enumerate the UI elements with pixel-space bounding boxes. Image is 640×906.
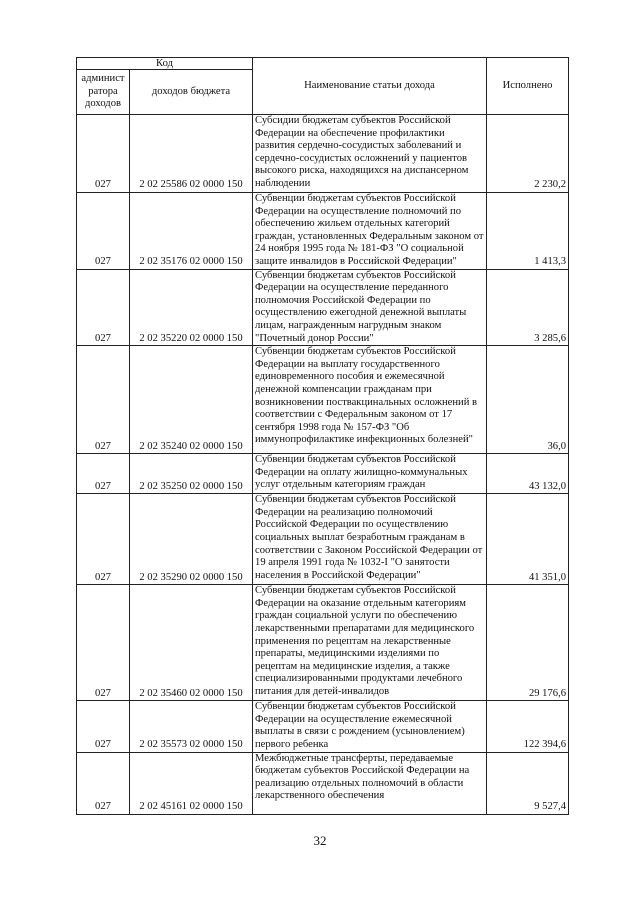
income-name-cell: Субвенции бюджетам субъектов Российской Федерации на осуществление переданного полномочия Российской Федерации по осуществлению ежегодной денежной выплаты лицам, награжденным нагрудным знаком "Почетный донор России" [253, 269, 487, 346]
executed-amount-cell: 43 132,0 [487, 454, 569, 494]
executed-amount-cell: 1 413,3 [487, 193, 569, 270]
table-row [77, 115, 569, 193]
administrator-code-cell: 027 [77, 454, 130, 494]
budget-code-cell: 2 02 35290 02 0000 150 [130, 494, 253, 585]
administrator-code-cell: 027 [77, 585, 130, 701]
budget-code-cell: 2 02 35220 02 0000 150 [130, 269, 253, 346]
executed-amount-cell: 9 527,4 [487, 752, 569, 814]
income-name-cell: Субвенции бюджетам субъектов Российской Федерации на оплату жилищно-коммунальных услуг отдельным категориям граждан [253, 454, 487, 494]
budget-code-cell: 2 02 35573 02 0000 150 [130, 701, 253, 752]
table-row [77, 701, 569, 752]
budget-code-cell: 2 02 35460 02 0000 150 [130, 585, 253, 701]
administrator-code-cell: 027 [77, 752, 130, 814]
header-row-top [77, 58, 569, 70]
budget-code-cell: 2 02 35250 02 0000 150 [130, 454, 253, 494]
header-kod: Код [77, 58, 253, 70]
income-name-cell: Субсидии бюджетам субъектов Российской Федерации на обеспечение профилактики развития сердечно-сосудистых заболеваний и сердечно-сосудистых осложнений у пациентов высокого риска, находящихся на диспансерном наблюдении [253, 115, 487, 193]
table-row [77, 193, 569, 270]
header-budget-income: доходов бюджета [130, 70, 253, 115]
executed-amount-cell: 29 176,6 [487, 585, 569, 701]
budget-code-cell: 2 02 25586 02 0000 150 [130, 115, 253, 193]
table-body [77, 115, 569, 815]
table-row [77, 752, 569, 814]
table-row [77, 454, 569, 494]
table-row [77, 269, 569, 346]
executed-amount-cell: 41 351,0 [487, 494, 569, 585]
table-row [77, 494, 569, 585]
income-name-cell: Субвенции бюджетам субъектов Российской Федерации на оказание отдельным категориям граждан социальной услуги по обеспечению лекарственными препаратами для медицинского применения по рецептам на лекарственные препараты, медицинскими изделиями по рецептам на медицинские изделия, а также специализированными продуктами лечебного питания для детей-инвалидов [253, 585, 487, 701]
header-administrator: админист ратора доходов [77, 70, 130, 115]
budget-code-cell: 2 02 45161 02 0000 150 [130, 752, 253, 814]
administrator-code-cell: 027 [77, 346, 130, 454]
income-name-cell: Субвенции бюджетам субъектов Российской Федерации на выплату государственного единовременного пособия и ежемесячной денежной компенсации гражданам при возникновении поствакцинальных осложнений в соответствии с Федеральным законом от 17 сентября 1998 года № 157-ФЗ "Об иммунопрофилактике инфекционных болезней" [253, 346, 487, 454]
income-name-cell: Субвенции бюджетам субъектов Российской Федерации на реализацию полномочий Российской Федерации по осуществлению социальных выплат безработным гражданам в соответствии с Законом Российской Федерации от 19 апреля 1991 года № 1032-I "О занятости населения в Российской Федерации" [253, 494, 487, 585]
executed-amount-cell: 122 394,6 [487, 701, 569, 752]
income-name-cell: Субвенции бюджетам субъектов Российской Федерации на осуществление полномочий по обеспечению жильем отдельных категорий граждан, установленных Федеральным законом от 24 ноября 1995 года № 181-ФЗ "О социальной защите инвалидов в Российской Федерации" [253, 193, 487, 270]
income-name-cell: Межбюджетные трансферты, передаваемые бюджетам субъектов Российской Федерации на реализацию отдельных полномочий в области лекарственного обеспечения [253, 752, 487, 814]
executed-amount-cell: 3 285,6 [487, 269, 569, 346]
header-executed: Исполнено [487, 58, 569, 115]
budget-code-cell: 2 02 35240 02 0000 150 [130, 346, 253, 454]
table-row [77, 585, 569, 701]
administrator-code-cell: 027 [77, 701, 130, 752]
administrator-code-cell: 027 [77, 494, 130, 585]
income-name-cell: Субвенции бюджетам субъектов Российской Федерации на осуществление ежемесячной выплаты в связи с рождением (усыновлением) первого ребенка [253, 701, 487, 752]
administrator-code-cell: 027 [77, 115, 130, 193]
executed-amount-cell: 36,0 [487, 346, 569, 454]
administrator-code-cell: 027 [77, 193, 130, 270]
table-row [77, 346, 569, 454]
page-number: 32 [313, 833, 327, 848]
header-income-name: Наименование статьи дохода [253, 58, 487, 115]
budget-income-table [76, 57, 569, 815]
budget-code-cell: 2 02 35176 02 0000 150 [130, 193, 253, 270]
administrator-code-cell: 027 [77, 269, 130, 346]
executed-amount-cell: 2 230,2 [487, 115, 569, 193]
